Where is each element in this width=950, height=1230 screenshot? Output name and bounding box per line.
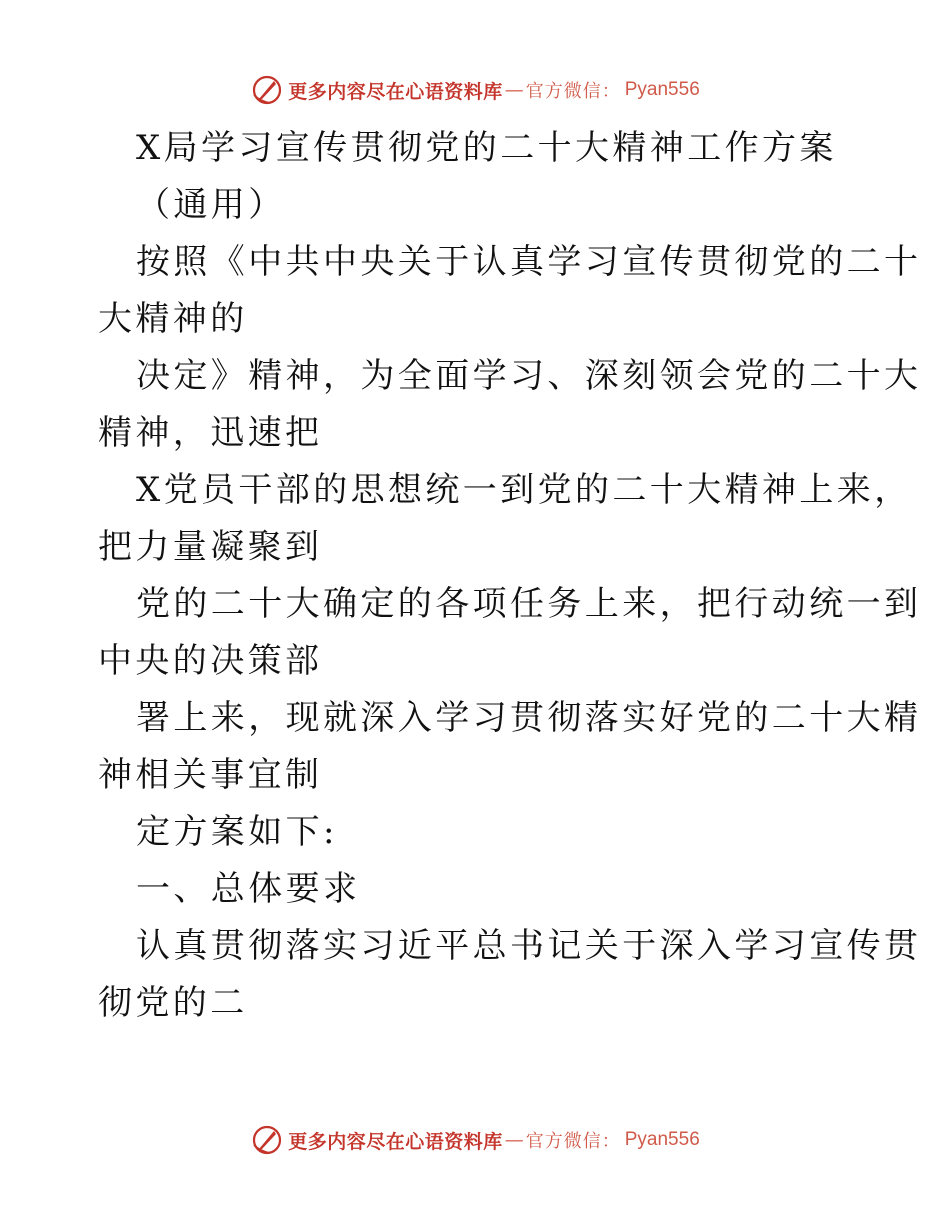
paragraph-line: 决定》精神，为全面学习、深刻领会党的二十大 [136, 356, 922, 396]
paragraph-line: 定方案如下: [136, 812, 338, 852]
banner-dash: — [504, 1129, 524, 1151]
header-watermark-banner [0, 70, 950, 110]
paragraph-line: 把力量凝聚到 [98, 527, 323, 567]
paragraph-line: 按照《中共中央关于认真学习宣传贯彻党的二十 [136, 242, 922, 282]
banner-text: 更多内容尽在心语资料库 [288, 1130, 503, 1153]
document-title: X局学习宣传贯彻党的二十大精神工作方案 [136, 128, 837, 168]
paragraph-line: 署上来，现就深入学习贯彻落实好党的二十大精 [136, 698, 922, 738]
banner-text: 更多内容尽在心语资料库 [288, 80, 503, 103]
section-heading: 一、总体要求 [136, 869, 361, 909]
feather-pen-circle-icon [250, 1123, 284, 1157]
document-subtitle: （通用） [136, 185, 286, 225]
paragraph-line: X党员干部的思想统一到党的二十大精神上来， [136, 470, 912, 510]
banner-wechat-id: Pyan556 [624, 79, 700, 100]
paragraph-line: 大精神的 [98, 299, 248, 339]
document-body [98, 120, 922, 1032]
paragraph-line: 神相关事宜制 [98, 755, 323, 795]
banner-label: 官方微信： [525, 81, 621, 102]
paragraph-line: 中央的决策部 [98, 641, 323, 681]
feather-pen-circle-icon [250, 73, 284, 107]
paragraph-line: 彻党的二 [98, 983, 248, 1023]
banner-label: 官方微信： [525, 1131, 621, 1152]
paragraph-line: 认真贯彻落实习近平总书记关于深入学习宣传贯 [136, 926, 922, 966]
paragraph-line: 党的二十大确定的各项任务上来，把行动统一到 [136, 584, 922, 624]
footer-watermark-banner [0, 1120, 950, 1160]
paragraph-line: 精神，迅速把 [98, 413, 323, 453]
banner-wechat-id: Pyan556 [624, 1129, 700, 1150]
banner-dash: — [504, 79, 524, 101]
